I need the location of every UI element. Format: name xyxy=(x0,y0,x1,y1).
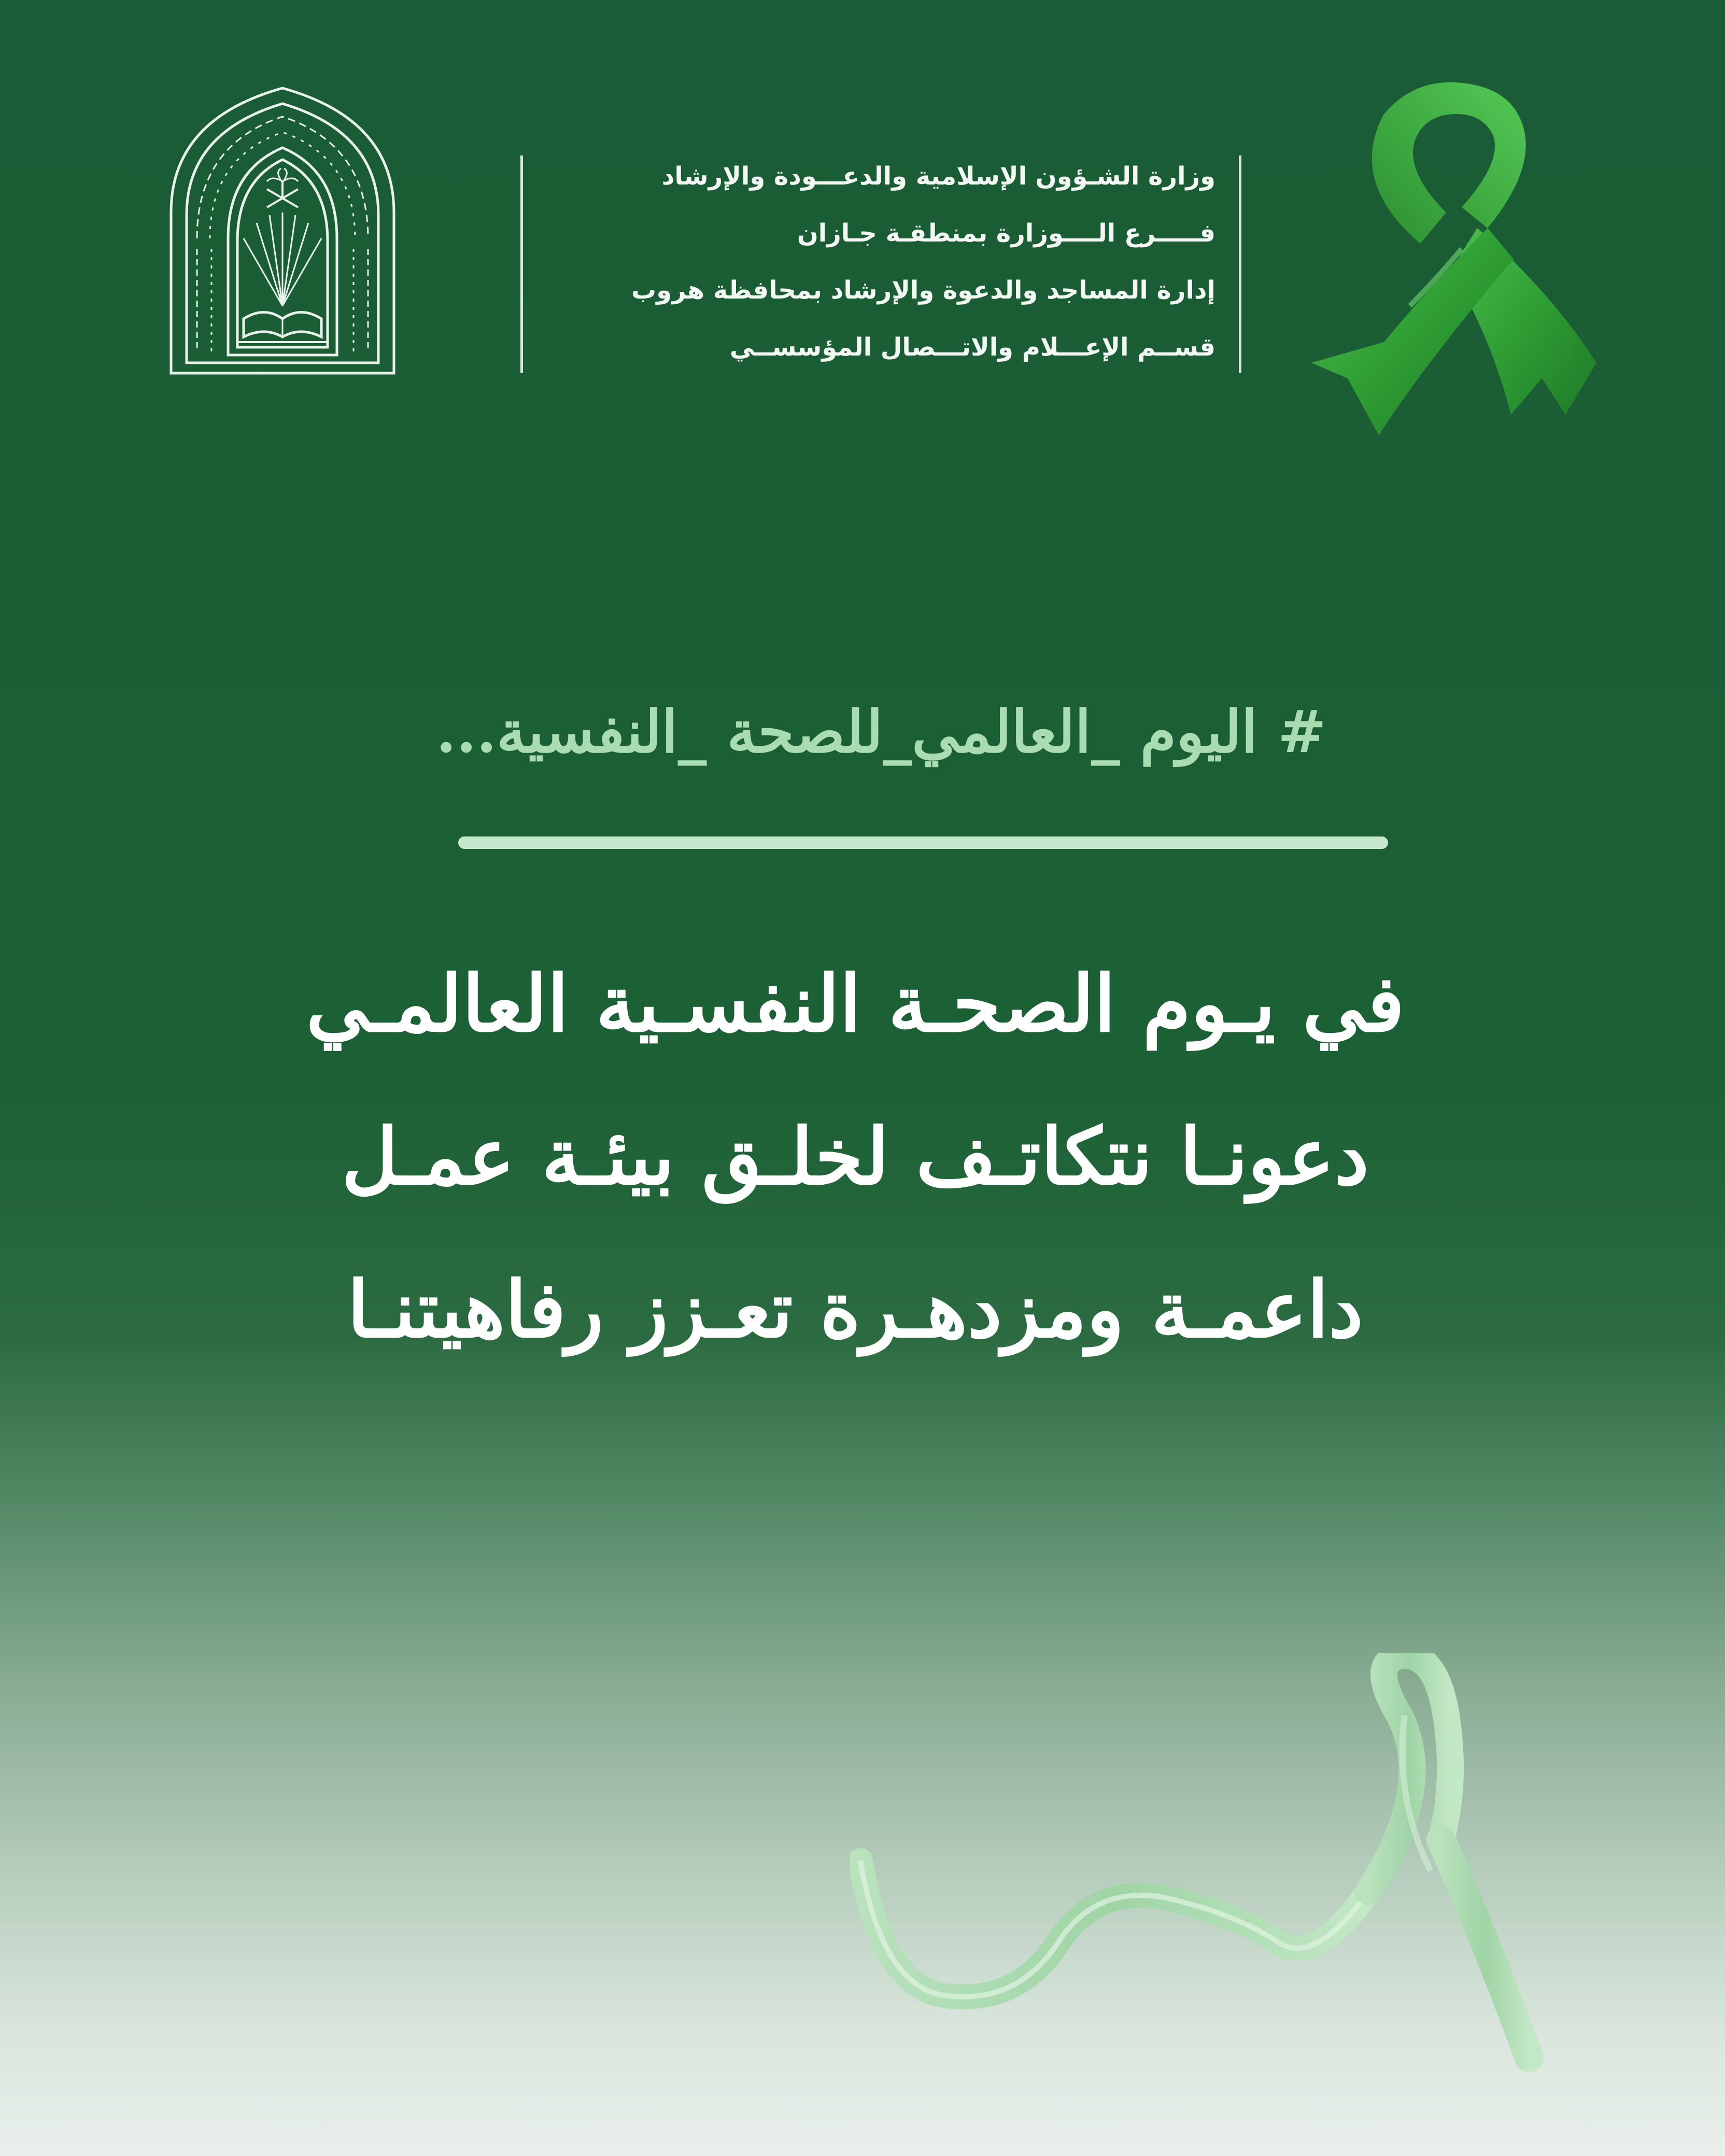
message-line-1: في يـوم الصحـة النفسـية العالمـي xyxy=(306,958,1405,1049)
section-name: قســم الإعـــلام والاتـــصال المؤسســي xyxy=(729,333,1215,362)
message-line-2: دعونـا نتكاتـف لخلـق بيئـة عمـل xyxy=(341,1111,1369,1202)
main-message xyxy=(259,928,1451,1386)
hashtag-title: # اليوم _العالمي_للصحة _النفسية... xyxy=(436,698,1326,766)
hashtag-underline xyxy=(458,836,1388,849)
branch-name: فـــــرع الــــوزارة بمنطقـة جـازان xyxy=(797,219,1215,248)
ministry-name: وزارة الشـؤون الإسلامية والدعـــودة والإرشاد xyxy=(661,162,1215,191)
department-name: إدارة المساجد والدعوة والإرشاد بمحافظة هروب xyxy=(631,276,1215,305)
header-divider-right xyxy=(1239,155,1241,373)
header-divider-left xyxy=(520,155,523,373)
ministry-emblem-icon xyxy=(166,83,399,378)
organization-name-block xyxy=(539,148,1215,376)
message-line-3: داعمـة ومزدهـرة تعـزز رفاهيتنـا xyxy=(347,1264,1364,1355)
green-awareness-ribbon-icon xyxy=(1306,73,1607,435)
light-green-ribbon-icon xyxy=(850,1653,1628,2099)
